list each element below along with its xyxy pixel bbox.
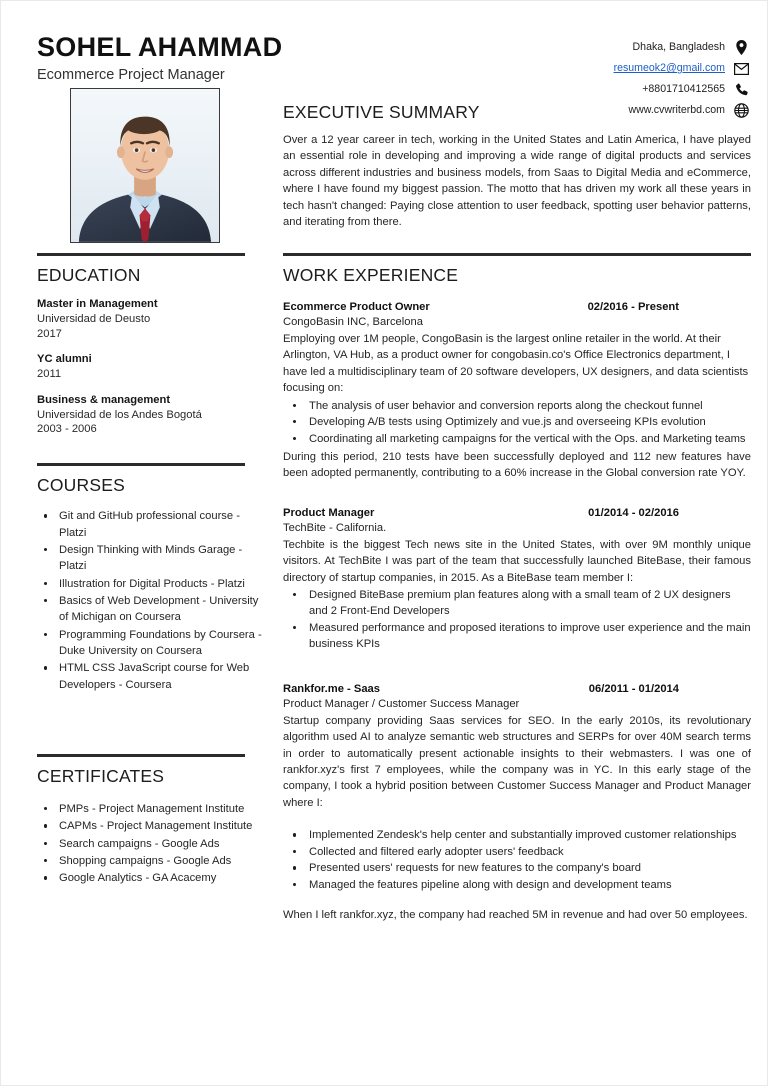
- job-note: During this period, 210 tests have been successfully deployed and 112 new features have been adopted permanently, contributing to a 60% increase in the Global conversion rate YOY.: [283, 450, 751, 480]
- job-title: Product Manager: [283, 506, 375, 519]
- work-heading: WORK EXPERIENCE: [283, 265, 459, 285]
- education-years: 2003 - 2006: [37, 423, 97, 436]
- education-item: [37, 352, 265, 382]
- job-description: Employing over 1M people, CongoBasin is the largest online retailer in the world. At their Arlington, VA Hub, as a product owner for congobasin.co's Office Electronics department, I have led a multidisciplinary team of 20 software developers, UX designers, and data scientists focusing on:: [283, 332, 749, 395]
- job-entry: [283, 300, 751, 482]
- job-dates: 01/2014 - 02/2016: [588, 506, 679, 519]
- certificates-divider: [37, 754, 245, 757]
- list-item: Google Analytics - GA Acacemy: [37, 870, 265, 886]
- contact-phone: [499, 79, 749, 100]
- job-note: When I left rankfor.xyz, the company had reached 5M in revenue and had over 50 employees.: [283, 909, 748, 922]
- job-bullets: [283, 398, 751, 447]
- list-item: Illustration for Digital Products - Platzi: [37, 576, 265, 592]
- list-item: Shopping campaigns - Google Ads: [37, 853, 265, 869]
- phone-icon: [734, 82, 749, 97]
- contact-website[interactable]: [499, 100, 749, 121]
- globe-icon: [734, 103, 749, 118]
- list-item: Git and GitHub professional course - Platzi: [37, 508, 265, 541]
- education-years: 2017: [37, 327, 62, 340]
- contact-email-link[interactable]: resumeok2@gmail.com: [613, 62, 725, 75]
- job-dates: 06/2011 - 01/2014: [588, 682, 679, 695]
- education-degree: YC alumni: [37, 353, 92, 366]
- job-company: Product Manager / Customer Success Manager: [283, 697, 520, 710]
- education-degree: Business & management: [37, 393, 171, 406]
- job-entry: [283, 682, 751, 924]
- list-item: CAPMs - Project Management Institute: [37, 818, 265, 834]
- contact-location-text: Dhaka, Bangladesh: [632, 41, 725, 54]
- list-item: PMPs - Project Management Institute: [37, 801, 265, 817]
- contact-website-text[interactable]: www.cvwriterbd.com: [628, 104, 725, 117]
- left-column: [19, 253, 265, 888]
- education-school: Universidad de Deusto: [37, 312, 151, 325]
- list-item: Implemented Zendesk's help center and substantially improved customer relationships: [283, 827, 751, 843]
- list-item: Designed BiteBase premium plan features along with a small team of 2 UX designers and 2 Front-End Developers: [283, 587, 751, 620]
- courses-divider: [37, 463, 245, 466]
- job-title: Ecommerce Product Owner: [283, 301, 430, 313]
- education-heading: EDUCATION: [37, 265, 141, 285]
- education-item: [37, 393, 265, 437]
- list-item: Search campaigns - Google Ads: [37, 836, 265, 852]
- contact-block: [499, 37, 749, 121]
- education-degree: Master in Management: [37, 298, 158, 310]
- courses-list: [37, 508, 265, 693]
- list-item: Programming Foundations by Coursera - Duke University on Coursera: [37, 627, 265, 660]
- education-school: Universidad de los Andes Bogotá: [37, 408, 202, 421]
- right-column: [265, 253, 751, 924]
- list-item: Managed the features pipeline along with design and development teams: [283, 877, 751, 893]
- certificates-list: [37, 801, 265, 887]
- education-divider: [37, 253, 245, 256]
- job-bullets: [283, 587, 751, 653]
- list-item: Basics of Web Development - University of Michigan on Coursera: [37, 593, 265, 626]
- summary-heading: EXECUTIVE SUMMARY: [283, 102, 480, 122]
- job-entry: [283, 506, 751, 653]
- contact-phone-text: +8801710412565: [642, 83, 725, 96]
- list-item: Presented users' requests for new features to the company's board: [283, 860, 751, 876]
- education-item: [37, 297, 265, 341]
- job-company: TechBite - California.: [283, 521, 387, 534]
- job-title: Rankfor.me - Saas: [283, 682, 380, 695]
- job-header: [283, 506, 751, 521]
- avatar: [70, 88, 220, 243]
- job-company: CongoBasin INC, Barcelona: [283, 316, 423, 329]
- list-item: Developing A/B tests using Optimizely and vue.js and overseeing KPIs evolution: [283, 414, 751, 430]
- courses-heading: COURSES: [37, 475, 125, 496]
- list-item: Coordinating all marketing campaigns for the vertical with the Ops. and Marketing teams: [283, 431, 751, 447]
- list-item: Measured performance and proposed iterations to improve user experience and the main business KPIs: [283, 620, 751, 653]
- work-divider: [283, 253, 751, 256]
- job-bullets: [283, 827, 751, 893]
- envelope-icon: [734, 61, 749, 76]
- list-item: Collected and filtered early adopter users' feedback: [283, 844, 751, 860]
- job-header: [283, 682, 751, 697]
- list-item: Design Thinking with Minds Garage - Platzi: [37, 542, 265, 575]
- candidate-name: SOHEL AHAMMAD: [37, 32, 283, 62]
- job-dates: 02/2016 - Present: [587, 301, 679, 313]
- left-column-top: [19, 79, 265, 243]
- summary-text: Over a 12 year career in tech, working in the United States and Latin America, I have played an essential role in developing and improving a wide range of digital products and services across different industries and business models, from Saas to Digital Media and eCommerce, where I have found my biggest passion. The motto that has driven my work all these years in tech hasn't changed: Paying close attention to user feedback, spotting user behavior patterns, and iterating from there.: [283, 134, 751, 229]
- map-pin-icon: [734, 40, 749, 55]
- list-item: HTML CSS JavaScript course for Web Developers - Coursera: [37, 660, 265, 693]
- contact-email[interactable]: [499, 58, 749, 79]
- list-item: The analysis of user behavior and conversion reports along the checkout funnel: [283, 398, 751, 414]
- portrait-photo: [71, 89, 219, 242]
- job-description: Startup company providing Saas services for SEO. In the early 2010s, its revolutionary algorithm used AI to analyze semantic web structures and SERPs for over 40M search terms in order to automatically present actionable insights to their webmasters. I was one of rankfor.xyz's first 7 employees, while the company was in YC. In this early stage of the company, I took a hybrid position between Customer Success Manager and Product Manager where I:: [283, 714, 751, 809]
- job-description: Techbite is the biggest Tech news site in the United States, with over 9M monthly unique visitors. At TechBite I was part of the team that successfully launched BiteBase, their famous directory of startup companies, in 2015. As a BiteBase team member I:: [283, 538, 751, 584]
- contact-location: [499, 37, 749, 58]
- certificates-heading: CERTIFICATES: [37, 766, 165, 787]
- job-header: [283, 300, 751, 315]
- main-columns: [19, 253, 751, 924]
- candidate-job-title: Ecommerce Project Manager: [37, 67, 225, 84]
- page-inner: [19, 1, 751, 1085]
- education-years: 2011: [37, 368, 62, 381]
